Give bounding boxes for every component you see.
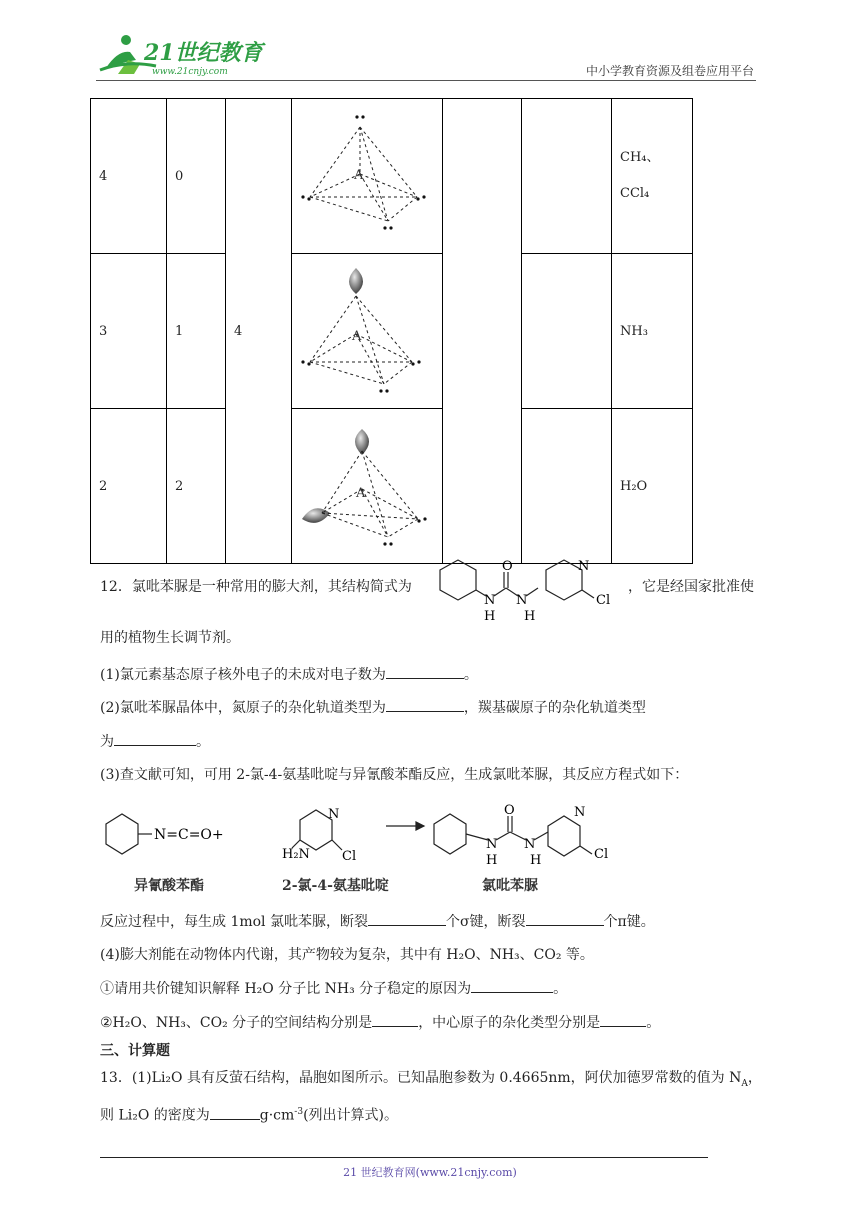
tetrahedron-h2o-diagram: [292, 409, 442, 559]
svg-text:N: N: [578, 559, 590, 574]
q13-line1: [100, 1068, 762, 1094]
q12-part4-2: [100, 1012, 660, 1033]
q12-part4: (4)膨大剂能在动物体内代谢，其产物较为复杂，其中有 H₂O、NH₃、CO₂ 等。: [100, 947, 594, 963]
answer-blank[interactable]: [210, 1105, 260, 1120]
q12-part4-1-end: 。: [553, 981, 568, 997]
label-aminopyridine: 2-氯-4-氨基吡啶: [282, 878, 389, 894]
q12-part4-2-end: 。: [646, 1015, 661, 1031]
table-row: [91, 409, 693, 564]
answer-blank[interactable]: [526, 911, 604, 926]
svg-text:O: O: [504, 803, 515, 818]
q12-intro-after: ，它是经国家批准使: [628, 579, 754, 595]
table-cell: 2: [167, 409, 226, 564]
header-right-text: 中小学教育资源及组卷应用平台: [585, 64, 754, 78]
answer-blank[interactable]: [368, 911, 446, 926]
center-atom-label: A: [352, 329, 362, 344]
footer-text: 21 世纪教育网(www.21cnjy.com): [343, 1166, 517, 1179]
q13-unit: g·cm: [259, 1107, 295, 1124]
table-cell-formula: NH₃: [612, 254, 693, 409]
table-cell-empty: [522, 409, 612, 564]
label-phenyl-isocyanate: 异氰酸苯酯: [134, 878, 204, 894]
tetrahedron-ch4-diagram: [292, 99, 442, 249]
vsepr-table: [90, 98, 693, 564]
table-cell-empty: [522, 254, 612, 409]
svg-text:H: H: [530, 853, 542, 868]
answer-blank[interactable]: [372, 1012, 418, 1027]
answer-blank[interactable]: [386, 664, 464, 679]
svg-text:Cl: Cl: [594, 847, 609, 862]
q13-superscript: -3: [294, 1107, 304, 1117]
svg-text:N: N: [574, 805, 586, 820]
q12-intro-before: 12．氯吡苯脲是一种常用的膨大剂，其结构简式为: [100, 579, 412, 595]
logo-url: www.21cnjy.com: [152, 67, 228, 77]
forchlorfenuron-structure: [428, 556, 628, 624]
svg-text:H₂N: H₂N: [282, 847, 310, 862]
tetrahedron-cell: [292, 99, 443, 254]
section-heading-calculation: 三、计算题: [100, 1043, 170, 1059]
table-cell-merged-empty: [443, 99, 522, 564]
reaction-equation: [96, 796, 656, 900]
table-cell: 1: [167, 254, 226, 409]
q12-intro-line2: 用的植物生长调节剂。: [100, 630, 240, 646]
q12-part4-2-text: ②H₂O、NH₃、CO₂ 分子的空间结构分别是: [100, 1015, 373, 1031]
svg-text:O: O: [502, 559, 513, 574]
footer-divider: [100, 1157, 708, 1158]
tetrahedron-cell: [292, 254, 443, 409]
svg-text:N: N: [328, 807, 340, 822]
q13-line1-text: 13．(1)Li₂O 具有反萤石结构，晶胞如图所示。已知晶胞参数为 0.4665nm，阿伏加德罗常数的值为 N: [100, 1070, 742, 1086]
q12-part4-1: [100, 978, 567, 999]
table-cell-formula: H₂O: [612, 409, 693, 564]
svg-text:N: N: [486, 837, 498, 852]
answer-blank[interactable]: [114, 731, 196, 746]
q12-part2-text: (2)氯吡苯脲晶体中，氮原子的杂化轨道类型为: [100, 700, 386, 716]
q12-part2-mid: ，羰基碳原子的杂化轨道类型: [463, 700, 646, 716]
q12-part2-end: 。: [196, 734, 210, 750]
svg-text:H: H: [524, 609, 536, 624]
svg-text:N: N: [524, 837, 536, 852]
q13-line2: [100, 1102, 398, 1126]
q12-part3-line-text: 反应过程中，每生成 1mol 氯吡苯脲，断裂: [100, 914, 368, 930]
table-cell-empty: [522, 99, 612, 254]
table-cell: 4: [91, 99, 167, 254]
table-row: [91, 254, 693, 409]
table-row: [91, 99, 693, 254]
q12-part1: [100, 664, 478, 685]
formula-ch4: CH₄、: [620, 150, 660, 165]
q12-part1-end: 。: [463, 667, 478, 683]
site-logo: [96, 30, 266, 80]
q12-part3-end: 个π键。: [603, 914, 655, 930]
svg-text:N: N: [516, 593, 528, 608]
header-divider: [96, 80, 756, 81]
q12-part2-line2: [100, 731, 210, 752]
q12-intro: [100, 577, 412, 597]
table-cell: 2: [91, 409, 167, 564]
center-atom-label: A: [354, 168, 364, 183]
q12-part1-text: (1)氯元素基态原子核外电子的未成对电子数为: [100, 667, 386, 683]
answer-blank[interactable]: [471, 978, 553, 993]
svg-text:Cl: Cl: [596, 593, 611, 608]
svg-text:H: H: [484, 609, 496, 624]
table-cell: 3: [91, 254, 167, 409]
answer-blank[interactable]: [386, 697, 464, 712]
svg-text:Cl: Cl: [342, 849, 357, 864]
q13-line1-end: ，: [747, 1070, 762, 1086]
q13-line2-start: 则 Li₂O 的密度为: [100, 1107, 210, 1124]
isocyanate-formula: N=C=O+: [154, 827, 224, 843]
table-cell-merged: 4: [226, 99, 292, 564]
q12-part3-line: [100, 911, 655, 932]
q12-part2-line2-text: 为: [100, 734, 114, 750]
center-atom-label: A: [356, 486, 366, 501]
formula-ccl4: CCl₄: [620, 186, 650, 201]
q13-line2-end: (列出计算式)。: [303, 1107, 399, 1124]
q13-subscript-a: A: [741, 1078, 748, 1089]
logo-text: 21世纪教育: [144, 40, 263, 66]
q12-part2: [100, 697, 646, 718]
tetrahedron-nh3-diagram: [292, 254, 442, 404]
q12-part4-2-mid: ，中心原子的杂化类型分别是: [418, 1015, 601, 1031]
q12-part3: (3)查文献可知，可用 2-氯-4-氨基吡啶与异氰酸苯酯反应，生成氯吡苯脲，其反应方程式如下：: [100, 767, 689, 783]
table-cell-formula: [612, 99, 693, 254]
q12-part4-1-text: ①请用共价键知识解释 H₂O 分子比 NH₃ 分子稳定的原因为: [100, 981, 472, 997]
svg-text:H: H: [486, 853, 498, 868]
label-forchlorfenuron: 氯吡苯脲: [482, 878, 538, 894]
svg-text:N: N: [484, 593, 496, 608]
table-cell: 0: [167, 99, 226, 254]
answer-blank[interactable]: [600, 1012, 646, 1027]
q12-part3-mid: 个σ键，断裂: [446, 914, 526, 930]
tetrahedron-cell: [292, 409, 443, 564]
